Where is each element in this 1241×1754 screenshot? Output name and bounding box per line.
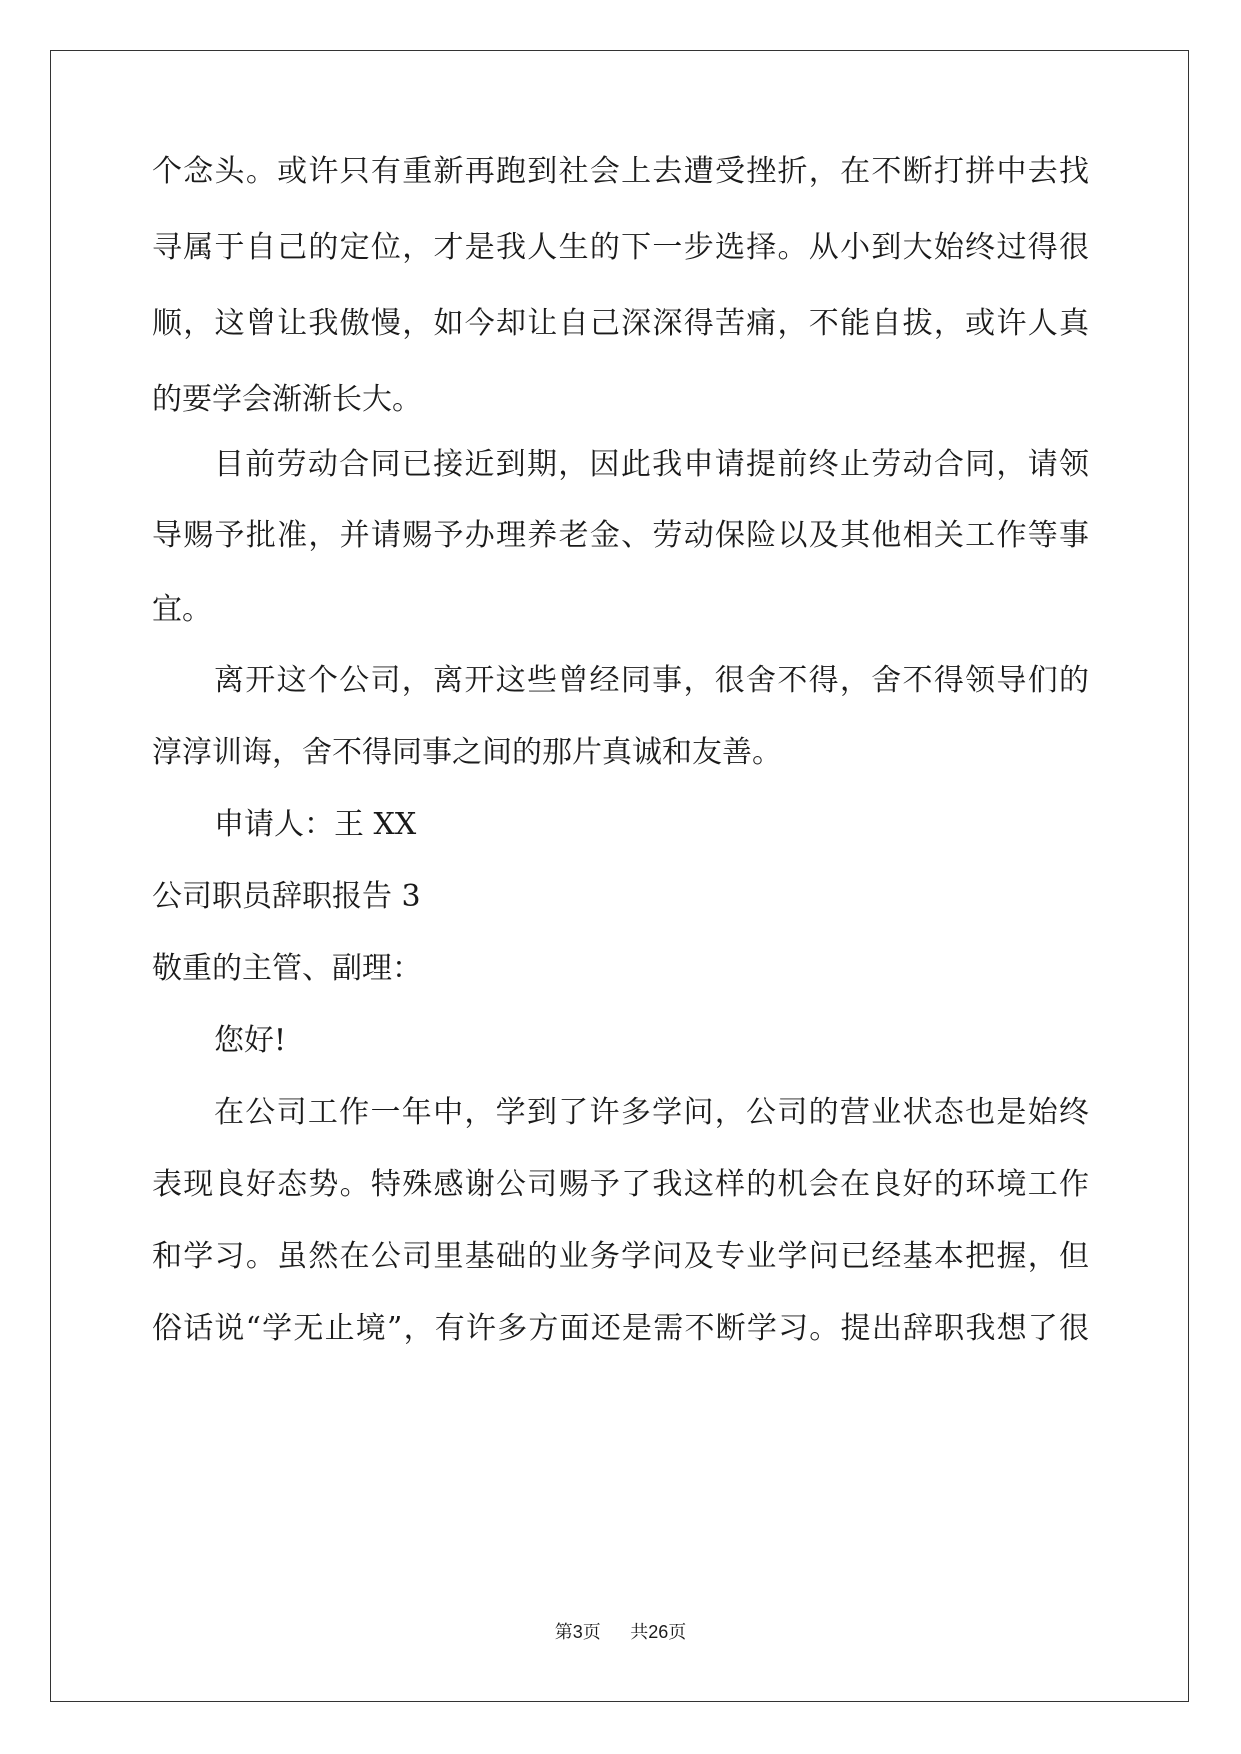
body-text-line: 导赐予批准，并请赐予办理养老金、劳动保险以及其他相关工作等事 [152, 518, 1089, 553]
body-text-line: 宜。 [152, 592, 212, 627]
report-heading: 公司职员辞职报告 3 [152, 879, 421, 914]
body-text-line: 寻属于自己的定位，才是我人生的下一步选择。从小到大始终过得很 [152, 230, 1089, 265]
body-text-line: 在公司工作一年中，学到了许多学问，公司的营业状态也是始终 [214, 1095, 1089, 1130]
body-text-line: 顺，这曾让我傲慢，如今却让自己深深得苦痛，不能自拔，或许人真 [152, 306, 1089, 341]
body-text-line: 俗话说“学无止境”，有许多方面还是需不断学习。提出辞职我想了很 [152, 1311, 1089, 1346]
total-prefix: 共 [630, 1622, 649, 1643]
salutation: 敬重的主管、副理： [152, 951, 422, 986]
body-text-line: 离开这个公司，离开这些曾经同事，很舍不得，舍不得领导们的 [214, 663, 1089, 698]
body-text-line: 目前劳动合同已接近到期，因此我申请提前终止劳动合同，请领 [214, 447, 1089, 482]
greeting: 您好! [214, 1023, 287, 1058]
body-text-line: 和学习。虽然在公司里基础的业务学问及专业学问已经基本把握，但 [152, 1239, 1089, 1274]
page-suffix: 页 [582, 1622, 601, 1643]
applicant-line: 申请人：王 XX [214, 807, 417, 842]
page-prefix: 第 [554, 1622, 573, 1643]
body-text-line: 淳淳训诲，舍不得同事之间的那片真诚和友善。 [152, 735, 782, 770]
total-suffix: 页 [668, 1622, 687, 1643]
page-border [50, 50, 1189, 1702]
page-number: 3 [572, 1622, 583, 1642]
page-footer [0, 1620, 1241, 1645]
body-text-line: 的要学会渐渐长大。 [152, 382, 422, 417]
total-pages: 26 [648, 1622, 669, 1642]
body-text-line: 表现良好态势。特殊感谢公司赐予了我这样的机会在良好的环境工作 [152, 1167, 1089, 1202]
body-text-line: 个念头。或许只有重新再跑到社会上去遭受挫折，在不断打拼中去找 [152, 154, 1089, 189]
